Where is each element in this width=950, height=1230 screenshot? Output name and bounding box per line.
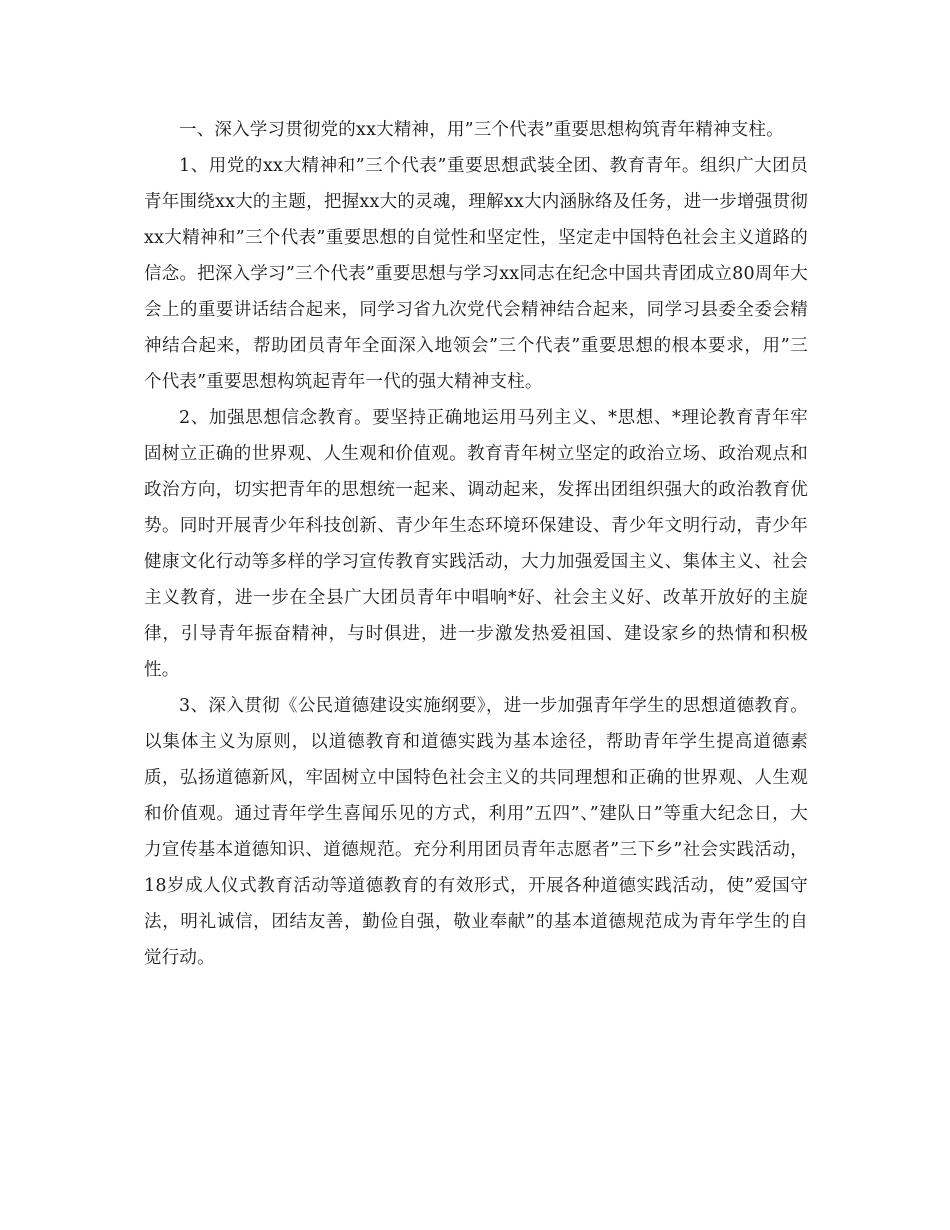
paragraph-section-heading: 一、深入学习贯彻党的xx大精神，用”三个代表”重要思想构筑青年精神支柱。 (179, 120, 784, 140)
document-body (144, 112, 808, 976)
paragraph-item-2: 2、加强思想信念教育。要坚持正确地运用马列主义、*思想、*理论教育青年牢固树立正确的世界观、人生观和价值观。教育青年树立坚定的政治立场、政治观点和政治方向，切实把青年的思想统一起来、调动起来，发挥出团组织强大的政治教育优势。同时开展青少年科技创新、青少年生态环境环保建设、青少年文明行动，青少年健康文化行动等多样的学习宣传教育实践活动，大力加强爱国主义、集体主义、社会主义教育，进一步在全县广大团员青年中唱响*好、社会主义好、改革开放好的主旋律，引导青年振奋精神，与时俱进，进一步激发热爱祖国、建设家乡的热情和积极性。 (144, 408, 808, 680)
paragraph-item-3: 3、深入贯彻《公民道德建设实施纲要》，进一步加强青年学生的思想道德教育。以集体主义为原则，以道德教育和道德实践为基本途径，帮助青年学生提高道德素质，弘扬道德新风，牢固树立中国特色社会主义的共同理想和正确的世界观、人生观和价值观。通过青年学生喜闻乐见的方式，利用”五四”、”建队日”等重大纪念日，大力宣传基本道德知识、道德规范。充分利用团员青年志愿者”三下乡”社会实践活动，18岁成人仪式教育活动等道德教育的有效形式，开展各种道德实践活动，使”爱国守法，明礼诚信，团结友善，勤俭自强，敬业奉献”的基本道德规范成为青年学生的自觉行动。 (144, 696, 808, 968)
paragraph-item-1: 1、用党的xx大精神和”三个代表”重要思想武装全团、教育青年。组织广大团员青年围绕xx大的主题，把握xx大的灵魂，理解xx大内涵脉络及任务，进一步增强贯彻xx大精神和”三个代表”重要思想的自觉性和坚定性，坚定走中国特色社会主义道路的信念。把深入学习”三个代表”重要思想与学习xx同志在纪念中国共青团成立80周年大会上的重要讲话结合起来，同学习省九次党代会精神结合起来，同学习县委全委会精神结合起来，帮助团员青年全面深入地领会”三个代表”重要思想的根本要求，用”三个代表”重要思想构筑起青年一代的强大精神支柱。 (144, 156, 808, 392)
